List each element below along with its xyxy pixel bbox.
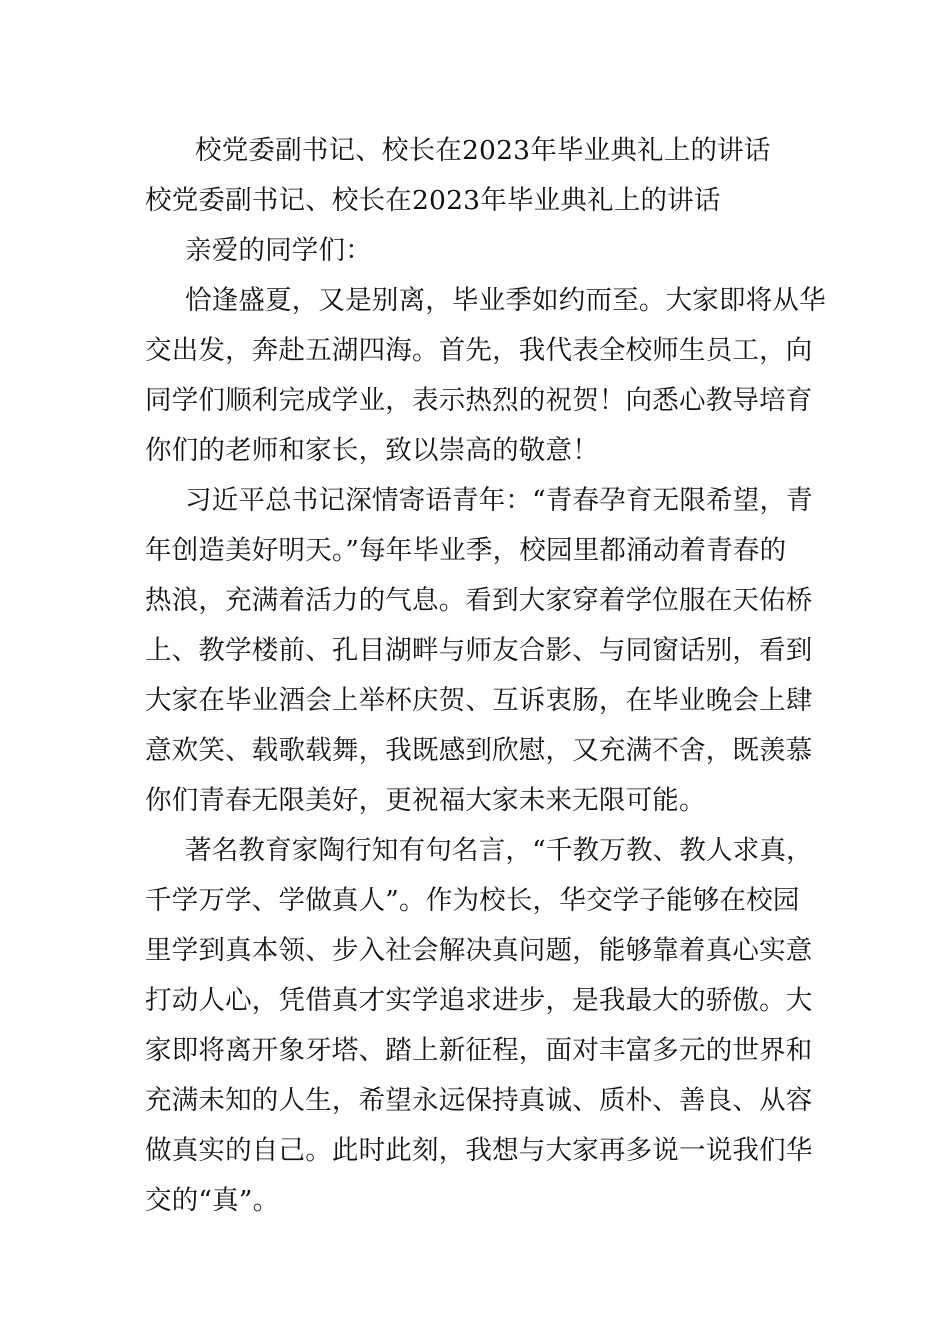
paragraph-3-line-7: 做真实的自己。此时此刻，我想与大家再多说一说我们华 — [145, 1135, 813, 1166]
paragraph-3-line-5: 家即将离开象牙塔、踏上新征程，面对丰富多元的世界和 — [145, 1035, 813, 1066]
paragraph-2-line-3: 热浪，充满着活力的气息。看到大家穿着学位服在天佑桥 — [145, 585, 813, 616]
salutation: 亲爱的同学们： — [185, 235, 372, 266]
repeated-title: 校党委副书记、校长在2023年毕业典礼上的讲话 — [195, 135, 771, 166]
paragraph-2-line-7: 你们青春无限美好，更祝福大家未来无限可能。 — [145, 785, 706, 816]
paragraph-3-line-8: 交的“真”。 — [145, 1185, 280, 1216]
paragraph-2-line-2: 年创造美好明天。”每年毕业季，校园里都涌动着青春的 — [145, 535, 787, 566]
paragraph-1-line-3: 同学们顺利完成学业，表示热烈的祝贺！向悉心教导培育 — [145, 385, 813, 416]
paragraph-3-line-2: 千学万学、学做真人”。作为校长，华交学子能够在校园 — [145, 885, 800, 916]
paragraph-2-line-4: 上、教学楼前、孔目湖畔与师友合影、与同窗话别，看到 — [145, 635, 813, 666]
paragraph-3-line-4: 打动人心，凭借真才实学追求进步，是我最大的骄傲。大 — [145, 985, 813, 1016]
paragraph-2-line-1: 习近平总书记深情寄语青年：“青春孕育无限希望，青 — [185, 485, 813, 516]
paragraph-3-line-1: 著名教育家陶行知有句名言，“千教万教、教人求真， — [185, 835, 813, 866]
paragraph-1-line-1: 恰逢盛夏，又是别离，毕业季如约而至。大家即将从华 — [185, 285, 826, 316]
document-title: 校党委副书记、校长在2023年毕业典礼上的讲话 — [145, 185, 721, 216]
paragraph-2-line-5: 大家在毕业酒会上举杯庆贺、互诉衷肠，在毕业晚会上肆 — [145, 685, 813, 716]
paragraph-3-line-3: 里学到真本领、步入社会解决真问题，能够靠着真心实意 — [145, 935, 813, 966]
paragraph-1-line-2: 交出发，奔赴五湖四海。首先，我代表全校师生员工，向 — [145, 335, 813, 366]
paragraph-1-line-4: 你们的老师和家长，致以崇高的敬意！ — [145, 435, 599, 466]
paragraph-3-line-6: 充满未知的人生，希望永远保持真诚、质朴、善良、从容 — [145, 1085, 813, 1116]
paragraph-2-line-6: 意欢笑、载歌载舞，我既感到欣慰，又充满不舍，既羡慕 — [145, 735, 813, 766]
